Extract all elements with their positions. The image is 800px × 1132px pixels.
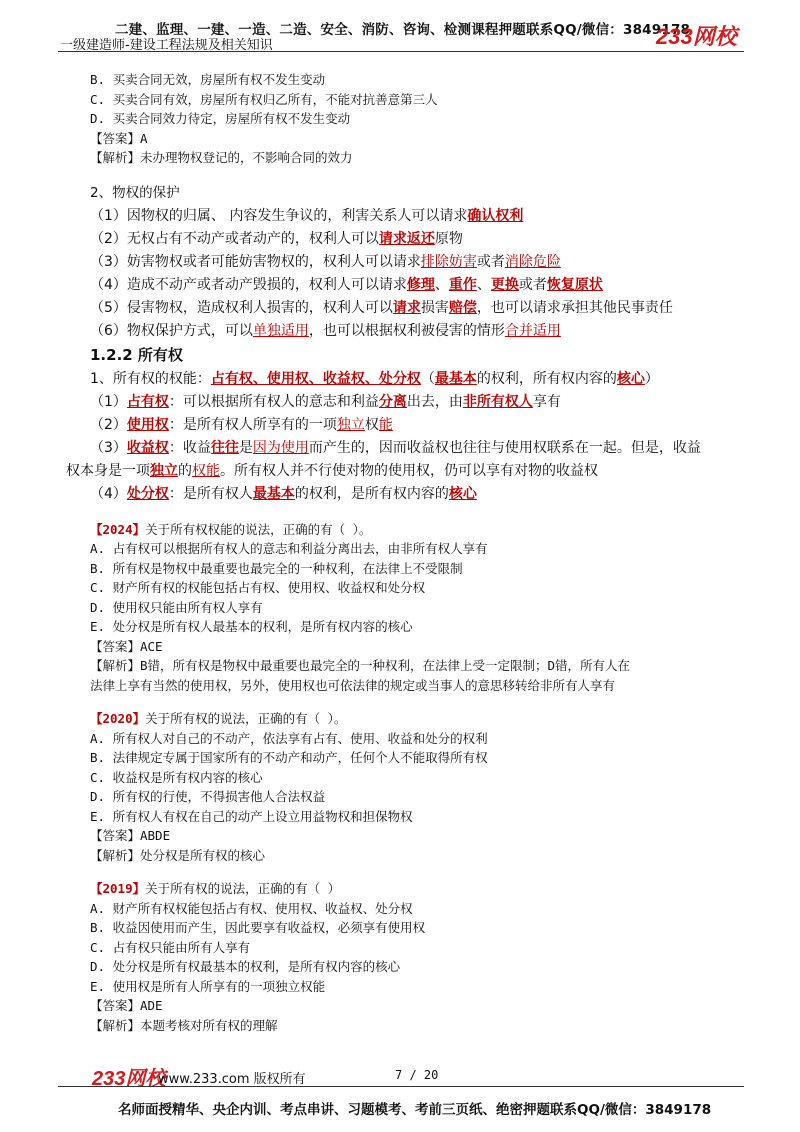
header-divider [58, 51, 744, 52]
option-e: E. 使用权是所有人所享有的一项独立权能 [90, 978, 326, 994]
option-d: D. 处分权是所有权最基本的权利，是所有权内容的核心 [90, 959, 401, 974]
option-e: E. 处分权是所有权人最基本的权利，是所有权内容的核心 [90, 619, 413, 634]
analysis: 【解析】B错，所有权是物权中最重要也最完全的一种权利，在法律上受一定限制；D错，所有人在 [90, 658, 631, 673]
footer-site: www.233.com 版权所有 [158, 1072, 306, 1087]
intro-option-c: C. 买卖合同有效，房屋所有权归乙所有，不能对抗善意第三人 [90, 91, 438, 107]
analysis: 【解析】本题考核对所有权的理解 [90, 1017, 278, 1033]
option-a: A. 所有权人对自己的不动产，依法享有占有、使用、收益和处分的权利 [90, 730, 488, 746]
intro-option-b: B. 买卖合同无效，房屋所有权不发生变动 [90, 72, 326, 87]
header-subtitle: 一级建造师-建设工程法规及相关知识 [60, 38, 273, 53]
ownership-power-3-cont: 权本身是一项独立的权能。所有权人并不行使对物的使用权，仍可以享有对物的收益权 [66, 462, 598, 479]
option-d: D. 所有权的行使，不得损害他人合法权益 [90, 789, 326, 804]
ownership-powers: 1、所有权的权能：占有权、使用权、收益权、处分权（最基本的权利，所有权内容的核心） [90, 370, 659, 387]
question-stem: 【2020】关于所有权的说法，正确的有（ ）。 [90, 711, 347, 726]
footer-logo: 233网校 [92, 1068, 166, 1090]
question-stem: 【2024】关于所有权权能的说法，正确的有（ ）。 [90, 521, 372, 537]
protection-section [90, 182, 730, 343]
ownership-power-3: （3）收益权：收益往往是因为使用而产生的，因而收益权也往往与使用权联系在一起。但是，收益 [90, 439, 701, 456]
answer: 【答案】ACE [90, 638, 163, 654]
header-contact-line: 二建、监理、一建、一造、二造、安全、消防、咨询、检测课程押题联系QQ/微信：3849178 [115, 22, 691, 38]
footer-contact-line: 名师面授精华、央企内训、考点串讲、习题模考、考前三页纸、绝密押题联系QQ/微信：3849178 [118, 1102, 712, 1118]
question-2020 [90, 709, 730, 865]
question-2019 [90, 879, 730, 1035]
option-b: B. 所有权是物权中最重要也最完全的一种权利，在法律上不受限制 [90, 560, 463, 576]
protection-item-4: （4）造成不动产或者动产毁损的，权利人可以请求修理、重作、更换或者恢复原状 [90, 276, 603, 293]
analysis: 【解析】处分权是所有权的核心 [90, 847, 266, 863]
intro-answer: 【答案】A [90, 130, 148, 146]
intro-question [90, 70, 730, 168]
ownership-power-2: （2）使用权：是所有权人所享有的一项独立权能 [90, 416, 393, 433]
protection-item-6: （6）物权保护方式，可以单独适用，也可以根据权利被侵害的情形合并适用 [90, 322, 561, 339]
protection-item-1: （1）因物权的归属、 内容发生争议的，利害关系人可以请求确认权利 [90, 207, 524, 224]
question-2024 [90, 520, 730, 696]
option-a: A. 财产所有权权能包括占有权、使用权、收益权、处分权 [90, 900, 413, 916]
answer: 【答案】ADE [90, 998, 163, 1013]
protection-item-5: （5）侵害物权，造成权利人损害的，权利人可以请求损害赔偿，也可以请求承担其他民事责任 [90, 299, 673, 316]
option-b: B. 法律规定专属于国家所有的不动产和动产，任何个人不能取得所有权 [90, 750, 488, 765]
page-number: 7 / 20 [395, 1068, 439, 1082]
question-stem: 【2019】关于所有权的说法，正确的有（ ） [90, 881, 341, 896]
protection-title: 2、物权的保护 [90, 184, 180, 201]
ownership-power-4: （4）处分权：是所有权人最基本的权利，是所有权内容的核心 [90, 485, 477, 502]
protection-item-3: （3）妨害物权或者可能妨害物权的，权利人可以请求排除妨害或者消除危险 [90, 253, 561, 270]
option-c: C. 占有权只能由所有人享有 [90, 939, 251, 955]
option-c: C. 财产所有权的权能包括占有权、使用权、收益权和处分权 [90, 580, 426, 595]
option-b: B. 收益因使用而产生，因此要享有收益权，必须享有使用权 [90, 920, 426, 935]
section-heading-ownership: 1.2.2 所有权 [90, 345, 183, 364]
intro-option-d: D. 买卖合同效力待定，房屋所有权不发生变动 [90, 111, 351, 126]
intro-analysis: 【解析】未办理物权登记的，不影响合同的效力 [90, 150, 353, 165]
protection-item-2: （2）无权占有不动产或者动产的，权利人可以请求返还原物 [90, 230, 463, 247]
option-e: E. 所有权人有权在自己的动产上设立用益物权和担保物权 [90, 808, 413, 824]
ownership-power-1: （1）占有权：可以根据所有权人的意志和利益分离出去，由非所有权人享有 [90, 393, 561, 410]
option-d: D. 使用权只能由所有权人享有 [90, 599, 263, 615]
answer: 【答案】ABDE [90, 828, 171, 843]
brand-logo: 233网校 [656, 24, 737, 49]
analysis-cont: 法律上享有当然的使用权，另外，使用权也可依法律的规定或当事人的意思移转给非所有人享有 [90, 677, 616, 693]
page-header [0, 0, 800, 53]
option-a: A. 占有权可以根据所有权人的意志和利益分离出去，由非所有权人享有 [90, 541, 488, 556]
page-content [66, 70, 730, 1035]
ownership-section [66, 368, 730, 506]
option-c: C. 收益权是所有权内容的核心 [90, 769, 263, 785]
footer-divider [58, 1086, 744, 1087]
